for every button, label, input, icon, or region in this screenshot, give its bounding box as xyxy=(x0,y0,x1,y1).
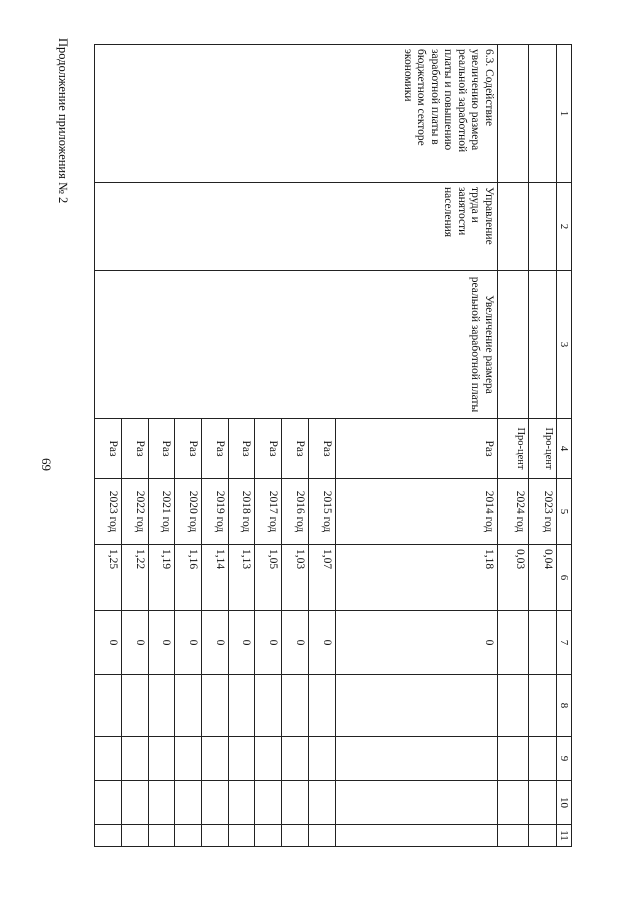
year-cell: 2019 год xyxy=(202,479,229,545)
col-header: 2 xyxy=(556,183,571,271)
col-header: 3 xyxy=(556,271,571,419)
year-cell: 2024 год xyxy=(498,479,529,545)
data-table xyxy=(94,44,572,847)
year-cell: 2018 год xyxy=(228,479,255,545)
indicator-cell: Увеличение размера реальной заработной платы xyxy=(95,271,498,419)
unit-cell: Раз xyxy=(282,419,309,479)
col-header: 6 xyxy=(556,545,571,611)
unit-cell: Раз xyxy=(228,419,255,479)
col-header: 10 xyxy=(556,781,571,825)
table-row xyxy=(498,45,529,847)
value-cell: 0,03 xyxy=(498,545,529,611)
header-row xyxy=(556,45,571,847)
unit-cell: Раз xyxy=(148,419,175,479)
table-row xyxy=(528,45,556,847)
col7-cell: 0 xyxy=(228,611,255,675)
col7-cell: 0 xyxy=(308,611,335,675)
year-cell: 2015 год xyxy=(308,479,335,545)
unit-cell: Про-цент xyxy=(498,419,529,479)
value-cell: 1,25 xyxy=(95,545,122,611)
value-cell: 1,14 xyxy=(202,545,229,611)
col7-cell xyxy=(498,611,529,675)
col7-cell: 0 xyxy=(282,611,309,675)
value-cell: 1,03 xyxy=(282,545,309,611)
unit-cell: Раз xyxy=(308,419,335,479)
col7-cell: 0 xyxy=(121,611,148,675)
year-cell: 2016 год xyxy=(282,479,309,545)
year-cell: 2021 год xyxy=(148,479,175,545)
unit-cell: Раз xyxy=(202,419,229,479)
col7-cell xyxy=(528,611,556,675)
value-cell: 1,22 xyxy=(121,545,148,611)
col7-cell: 0 xyxy=(202,611,229,675)
table-row xyxy=(335,45,497,847)
col-header: 7 xyxy=(556,611,571,675)
value-cell: 1,07 xyxy=(308,545,335,611)
value-cell: 1,18 xyxy=(335,545,497,611)
continuation-title: Продолжение приложения № 2 xyxy=(56,38,70,204)
year-cell: 2022 год xyxy=(121,479,148,545)
year-cell: 2023 год xyxy=(95,479,122,545)
unit-cell: Раз xyxy=(255,419,282,479)
page-number: 69 xyxy=(39,458,54,471)
executor-cell: Управление труда и занятости населения xyxy=(95,183,498,271)
value-cell: 0,04 xyxy=(528,545,556,611)
unit-cell: Раз xyxy=(175,419,202,479)
year-cell: 2020 год xyxy=(175,479,202,545)
unit-cell: Про-цент xyxy=(528,419,556,479)
unit-cell: Раз xyxy=(95,419,122,479)
value-cell: 1,16 xyxy=(175,545,202,611)
col7-cell: 0 xyxy=(175,611,202,675)
col-header: 5 xyxy=(556,479,571,545)
measure-cell: 6.3. Содействие увеличению размера реальной заработной платы и повышению заработной платы в бюджетном секторе экономики xyxy=(95,45,498,183)
col-header: 1 xyxy=(556,45,571,183)
col7-cell: 0 xyxy=(255,611,282,675)
value-cell: 1,19 xyxy=(148,545,175,611)
value-cell: 1,13 xyxy=(228,545,255,611)
year-cell: 2014 год xyxy=(335,479,497,545)
rotated-table-wrapper xyxy=(94,44,572,846)
unit-cell: Раз xyxy=(335,419,497,479)
col-header: 8 xyxy=(556,675,571,737)
col-header: 11 xyxy=(556,825,571,847)
col7-cell: 0 xyxy=(335,611,497,675)
col-header: 9 xyxy=(556,737,571,781)
value-cell: 1,05 xyxy=(255,545,282,611)
col-header: 4 xyxy=(556,419,571,479)
year-cell: 2017 год xyxy=(255,479,282,545)
col7-cell: 0 xyxy=(148,611,175,675)
col7-cell: 0 xyxy=(95,611,122,675)
year-cell: 2023 год xyxy=(528,479,556,545)
unit-cell: Раз xyxy=(121,419,148,479)
